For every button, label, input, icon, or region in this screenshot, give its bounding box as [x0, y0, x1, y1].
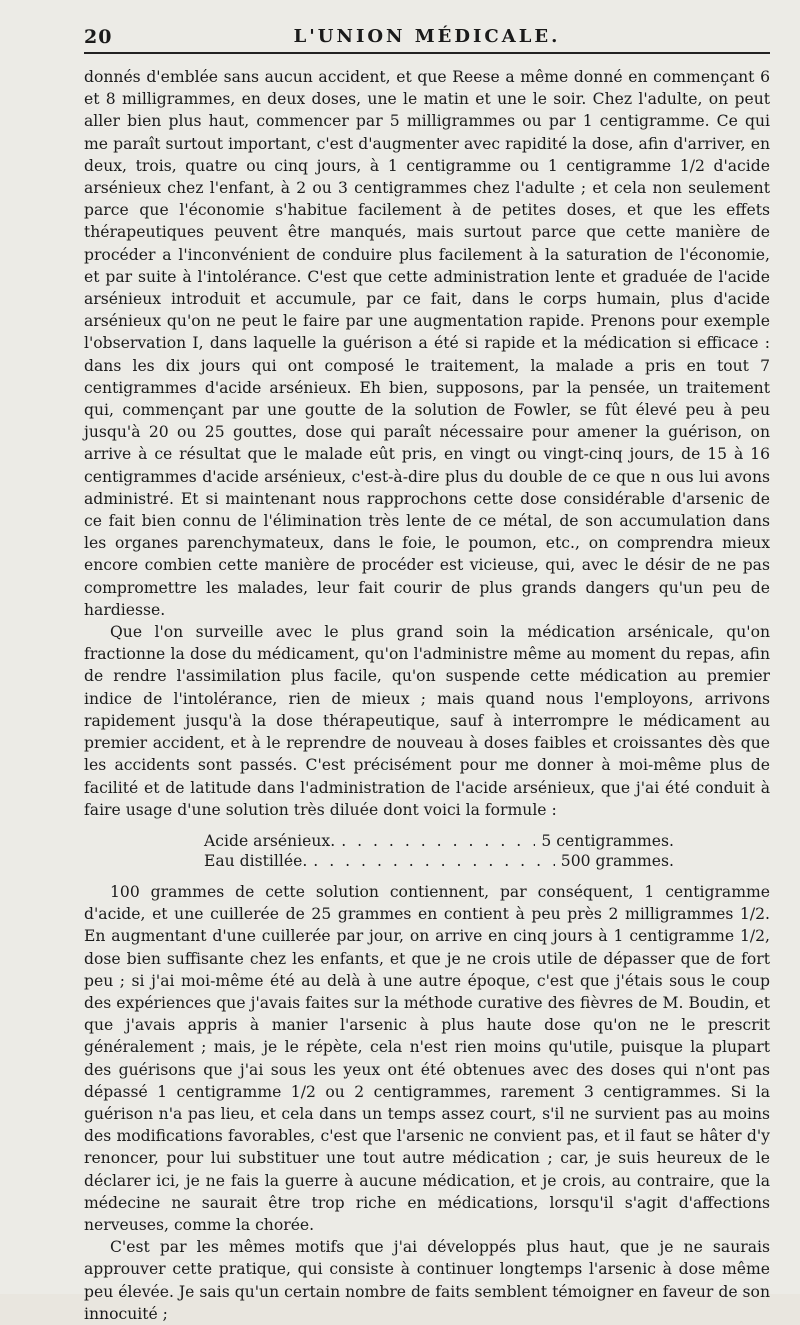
formula-amount: 5 centigrammes.: [541, 831, 674, 850]
formula-amount: 500 grammes.: [560, 851, 674, 870]
paragraph-3: 100 grammes de cette solution contiennent, par conséquent, 1 centigramme d'acide, et une cuillerée de 25 grammes en contient à peu près 2 milligrammes 1/2. En augmentant d'une cuillerée par jour, on arrive en cinq jours à 1 centigramme 1/2, dose bien suffisante chez les enfants, et que je ne crois utile de dépasser que de fort peu ; si j'ai moi-même été au delà à une autre époque, c'est que j'étais sous le coup des expériences que j'avais faites sur la méthode curative des fièvres de M. Boudin, et que j'avais appris à manier l'arsenic à plus haute dose qu'on ne le prescrit généralement ; mais, je le répète, cela n'est rien moins qu'utile, puisque la plupart des guérisons que j'ai sous les yeux ont été obtenues avec des doses qui n'ont pas dépassé 1 centigramme 1/2 ou 2 centigrammes, rarement 3 centigrammes. Si la guérison n'a pas lieu, et cela dans un temps assez court, s'il ne survient pas au moins des modifications favorables, c'est que l'arsenic ne convient pas, et il faut se hâter d'y renoncer, pour lui substituer une tout autre médication ; car, je suis heureux de le déclarer ici, je ne fais la guerre à aucune médication, et je crois, au contraire, que la médecine ne saurait être trop riche en médications, lorsqu'il s'agit d'affections nerveuses, comme la chorée.: [84, 882, 770, 1234]
paragraph-4: C'est par les mêmes motifs que j'ai développés plus haut, que je ne saurais approuver cette pratique, qui consiste à continuer longtemps l'arsenic à dose même peu élevée. Je sais qu'un certain nombre de faits semblent témoigner en faveur de son innocuité ;: [84, 1238, 770, 1323]
dot-leader: [313, 851, 554, 871]
dot-leader: [341, 831, 535, 851]
page-number: 20: [84, 26, 113, 48]
formula-row: [204, 851, 674, 871]
formula-ingredient: Acide arsénieux.: [204, 831, 336, 850]
paragraph-2: Que l'on surveille avec le plus grand soin la médication arsénicale, qu'on fractionne la dose du médicament, qu'on l'administre même au moment du repas, afin de rendre l'assimilation plus facile, qu'on suspende cette médication au premier indice de l'intolérance, rien de mieux ; mais quand nous l'employons, arrivons rapidement jusqu'à la dose thérapeutique, sauf à interrompre le médicament au premier accident, et à le reprendre de nouveau à doses faibles et croissantes dès que les accidents sont passés. C'est précisément pour me donner à moi-même plus de facilité et de latitude dans l'administration de l'acide arsénieux, que j'ai été conduit à faire usage d'une solution très diluée dont voici la formule :: [84, 623, 770, 819]
paragraph-1: donnés d'emblée sans aucun accident, et que Reese a même donné en commençant 6 et 8 milligrammes, en deux doses, une le matin et une le soir. Chez l'adulte, on peut aller bien plus haut, commencer par 5 milligrammes ou par 1 centigramme. Ce qui me paraît surtout important, c'est d'augmenter avec rapidité la dose, afin d'arriver, en deux, trois, quatre ou cinq jours, à 1 centigramme ou 1 centigramme 1/2 d'acide arsénieux chez l'enfant, à 2 ou 3 centigrammes chez l'adulte ; et cela non seulement parce que l'économie s'habitue facilement à de petites doses, et que les effets thérapeutiques peuvent être manqués, mais surtout parce que cette manière de procéder a l'inconvénient de conduire plus facilement à la saturation de l'économie, et par suite à l'intolérance. C'est que cette administration lente et graduée de l'acide arsénieux introduit et accumule, par ce fait, dans le corps humain, plus d'acide arsénieux qu'on ne peut le faire par une augmentation rapide. Prenons pour exemple l'observation I, dans laquelle la guérison a été si rapide et la médication si efficace : dans les dix jours qui ont composé le traitement, la malade a pris en tout 7 centigrammes d'acide arsénieux. Eh bien, supposons, par la pensée, un traitement qui, commençant par une goutte de la solution de Fowler, se fût élevé peu à peu jusqu'à 20 ou 25 gouttes, dose qui paraît nécessaire pour amener la guérison, on arrive à ce résultat que le malade eût pris, en vingt ou vingt-cinq jours, de 15 à 16 centigrammes d'acide arsénieux, c'est-à-dire plus du double de ce que n ous lui avons administré. Et si maintenant nous rapprochons cette dose considérable d'arsenic de ce fait bien connu de l'élimination très lente de ce métal, de son accumulation dans les organes parenchymateux, dans le foie, le poumon, etc., on comprendra mieux encore combien cette manière de procéder est vicieuse, qui, avec le désir de ne pas compromettre les malades, leur fait courir de plus grands dangers qu'un peu de hardiesse.: [84, 68, 770, 619]
running-header: [84, 18, 770, 54]
journal-title: L'UNION MÉDICALE.: [293, 26, 561, 47]
formula-row: [204, 831, 674, 851]
formula-table: [204, 831, 674, 871]
body-text: [84, 66, 770, 1325]
formula-ingredient: Eau distillée.: [204, 851, 308, 870]
